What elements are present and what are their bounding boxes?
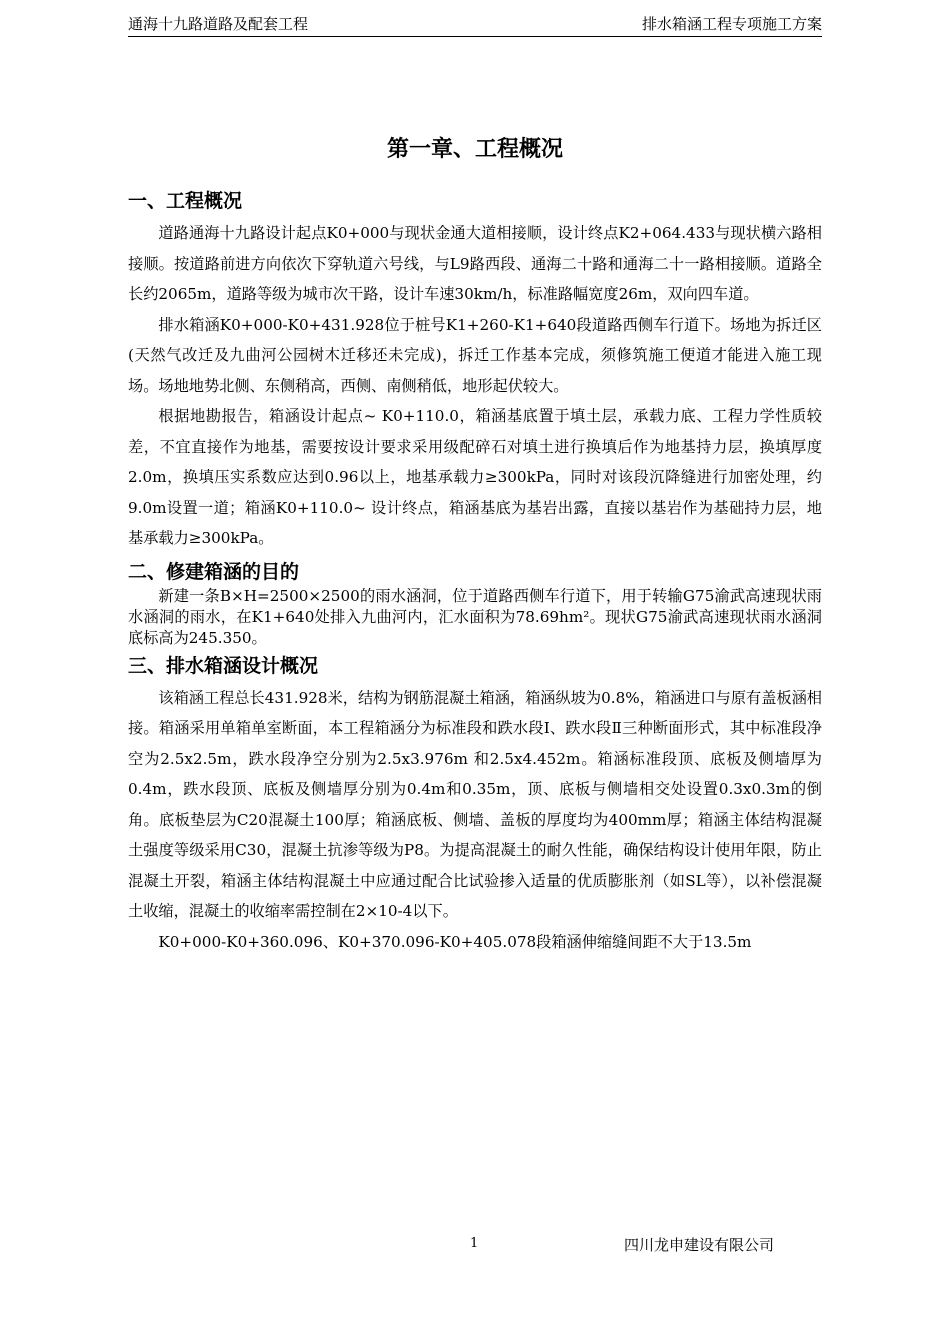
footer-company: 四川龙申建设有限公司 xyxy=(624,1236,775,1254)
paragraph-design-overview: 该箱涵工程总长431.928米，结构为钢筋混凝土箱涵，箱涵纵坡为0.8%，箱涵进口与原有盖板涵相接。箱涵采用单箱单室断面，本工程箱涵分为标准段和跌水段Ⅰ、跌水段Ⅱ三种断面形式，其中标准段净空为2.5x2.5m，跌水段净空分别为2.5x3.976m 和2.5x4.452m。箱涵标准段顶、底板及侧墙厚为0.4m，跌水段顶、底板及侧墙厚分别为0.4m和0.35m，顶、底板与侧墙相交处设置0.3x0.3m的倒角。底板垫层为C20混凝土100厚；箱涵底板、侧墙、盖板的厚度均为400mm厚；箱涵主体结构混凝土强度等级采用C30，混凝土抗渗等级为P8。为提高混凝土的耐久性能，确保结构设计使用年限，防止混凝土开裂，箱涵主体结构混凝土中应通过配合比试验掺入适量的优质膨胀剂（如SL等），以补偿混凝土收缩，混凝土的收缩率需控制在2×10-4以下。 xyxy=(128,688,822,920)
page-header xyxy=(128,12,822,37)
paragraph-expansion-joints: K0+000-K0+360.096、K0+370.096-K0+405.078段箱涵伸缩缝间距不大于13.5m xyxy=(158,932,752,951)
paragraph-road-overview: 道路通海十九路设计起点K0+000与现状金通大道相接顺，设计终点K2+064.433与现状横六路相接顺。按道路前进方向依次下穿轨道六号线，与L9路西段、通海二十路和通海二十一路相接顺。道路全长约2065m，道路等级为城市次干路，设计车速30km/h，标准路幅宽度26m，双向四车道。 xyxy=(128,224,822,303)
header-document-title: 排水箱涵工程专项施工方案 xyxy=(641,15,822,33)
section-heading-design: 三、排水箱涵设计概况 xyxy=(128,654,319,677)
paragraph-geological-report: 根据地勘报告，箱涵设计起点~ K0+110.0，箱涵基底置于填土层，承载力底、工程力学性质较差，不宜直接作为地基，需要按设计要求采用级配碎石对填土进行换填后作为地基持力层，换填厚度2.0m，换填压实系数应达到0.96以上，地基承载力≥300kPa，同时对该段沉降缝进行加密处理，约9.0m设置一道；箱涵K0+110.0~ 设计终点，箱涵基底为基岩出露，直接以基岩作为基础持力层，地基承载力≥300kPa。 xyxy=(128,407,822,547)
section-heading-purpose: 二、修建箱涵的目的 xyxy=(128,560,300,583)
page-number: 1 xyxy=(470,1236,479,1251)
section-heading-overview: 一、工程概况 xyxy=(128,190,243,212)
paragraph-purpose: 新建一条B×H=2500×2500的雨水涵洞，位于道路西侧车行道下，用于转输G75渝武高速现状雨水涵洞的雨水，在K1+640处排入九曲河内，汇水面积为78.69hm²。现状G75渝武高速现状雨水涵洞底标高为245.350。 xyxy=(128,586,822,647)
paragraph-box-culvert-location: 排水箱涵K0+000-K0+431.928位于桩号K1+260-K1+640段道路西侧车行道下。场地为拆迁区(天然气改迁及九曲河公园树木迁移还未完成)，拆迁工作基本完成，须修筑施工便道才能进入施工现场。场地地势北侧、东侧稍高，西侧、南侧稍低，地形起伏较大。 xyxy=(128,315,822,395)
header-project-name: 通海十九路道路及配套工程 xyxy=(128,15,309,33)
page-body xyxy=(128,130,822,957)
chapter-title: 第一章、工程概况 xyxy=(386,137,563,162)
